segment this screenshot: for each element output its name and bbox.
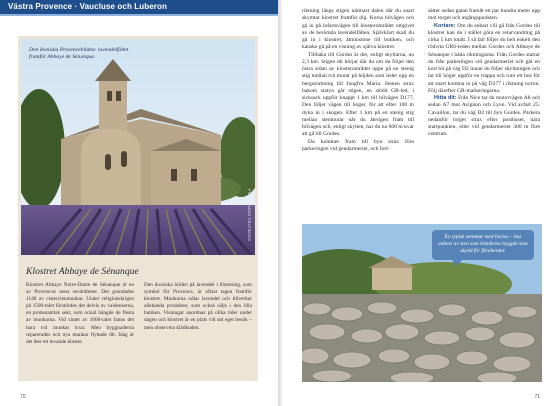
running-head <box>0 0 278 16</box>
photo-credit: FOTO: HANS FÄLTSKÖG <box>247 188 252 241</box>
box-title: Klostret Abbaye de Sénanque <box>26 266 139 277</box>
paragraph-text: Från Nice tar du motorvägen A8 och sedan A7 mot Avignon och Lyon. Vid avfart 25. Cavaillon, tar du väg D2 till byn Gordes. Parkera nedanför torget strax efter posthuset, nära startpunkten, eller vid gendarmeriet 300 m före centrum. <box>428 95 540 138</box>
paragraph: Du kommer fram till byn strax före parkeringen vid gendarmeriet, och fort- <box>302 138 414 152</box>
paragraph-shorter <box>428 23 540 96</box>
feature-box <box>18 36 258 381</box>
page-number-left: 70 <box>20 394 26 400</box>
text-column-2 <box>428 8 540 139</box>
paragraph-text: Om du enbart vill gå från Gordes till klostret kan du i stället göra en returvandring på cirka 5 km totalt. I så fall följer du helt enkelt den rödvita GR6-leden mellan Gordes och Abbaye de Sénanque i båda riktningarna. Från Gordes startar du från parkeringen vid gendarmeriet och går en kort bit på väg D2 innan du följer skyltningen och tar till höger uppför en trappa och runt ett hus för att snart komma in på väg D177 i riktning norrut. Följ därefter GR-markeringarna. <box>428 22 540 94</box>
stone-wall-photo <box>302 224 542 382</box>
keyword-label: Hitta dit: <box>434 95 457 101</box>
photo-caption: Den ikoniska Provencebilden: lavendelfältet framför Abbaye de Sénanque. <box>29 47 129 60</box>
text-column-1 <box>302 8 414 153</box>
right-page <box>282 0 560 406</box>
left-page <box>0 0 278 406</box>
paragraph: sätter sedan gatan framåt ett par hundra meter upp mot torget och utgångspunkten. <box>428 8 540 22</box>
box-column-1: Klostret Abbaye Notre-Dame de Sénanque är en av Provences mest sevärdheter. Det grundades 1148 av cistercienmunkar. Under religionskrigen på 1500-talet förstördes det delvis av valdenserna, en protestantisk sekt, som också hängde de flesta av munkarna. Vid slutet av 1600-talet fanns det bara två munkar kvar. Men byggnaderna reparerades och nya munkar flyttade dit. Idag är det åter ett levande kloster. <box>26 282 134 345</box>
abbey-photo <box>21 39 255 255</box>
paragraph-directions <box>428 95 540 139</box>
paragraph: riktning längs stigen närmast dalen där du snart skymtar klostret framför dig. Korsa bilvägen och gå in på infartsvägen till klosterområdet omgivet av de berömda lavendelfälten. Självklart skall du gå in i klostret, åtminstone till butiken, och kanske gå på en visning av själva klostret. <box>302 8 414 51</box>
page-number-right: 71 <box>534 394 540 400</box>
photo-callout-bubble: En typisk stenmur med bories – hus enbart av sten som bönderna byggde som skydd för fåraherdar. <box>432 230 534 260</box>
box-column-2: Den ikoniska bilden på lavendel i blomning, som symbol för Provence, är oftast tagen framför klostret. Munkarna odlar lavendel och tillverkar allehanda produkter, som också säljs i den lilla butiken. Visningar anordnas på olika tider under dagen och klostret är en plats vid sitt eget besök – men observera klädkoden. <box>144 282 252 331</box>
running-head-text: Västra Provence · Vaucluse och Luberon <box>8 2 167 11</box>
keyword-label: Kortare: <box>434 22 456 29</box>
paragraph: Tillbaka till Gordes är det, enligt skyltarna, nu 2,3 km. Stigen dit börjar där du om du följer den östra sidan av klosterområdet uppe på en stenig stig mellan två murar på höjden som leder upp en bergssluttning till Jungfru Maria. Stenen strax bakom statyn går stigen, en stödd GR-led, i sicksack uppför knappt 1 km till bilvägen D177. Den följer vägen till höger, för att efter 100 m dyka in i skogen. Efter 1 km på en stenig stig mellan stenmurar når du återigen fram till bilvägen och, enligt skylten, har du nu 600 m kvar att gå till Gordes. <box>302 51 414 138</box>
abbey-illustration <box>21 39 255 255</box>
